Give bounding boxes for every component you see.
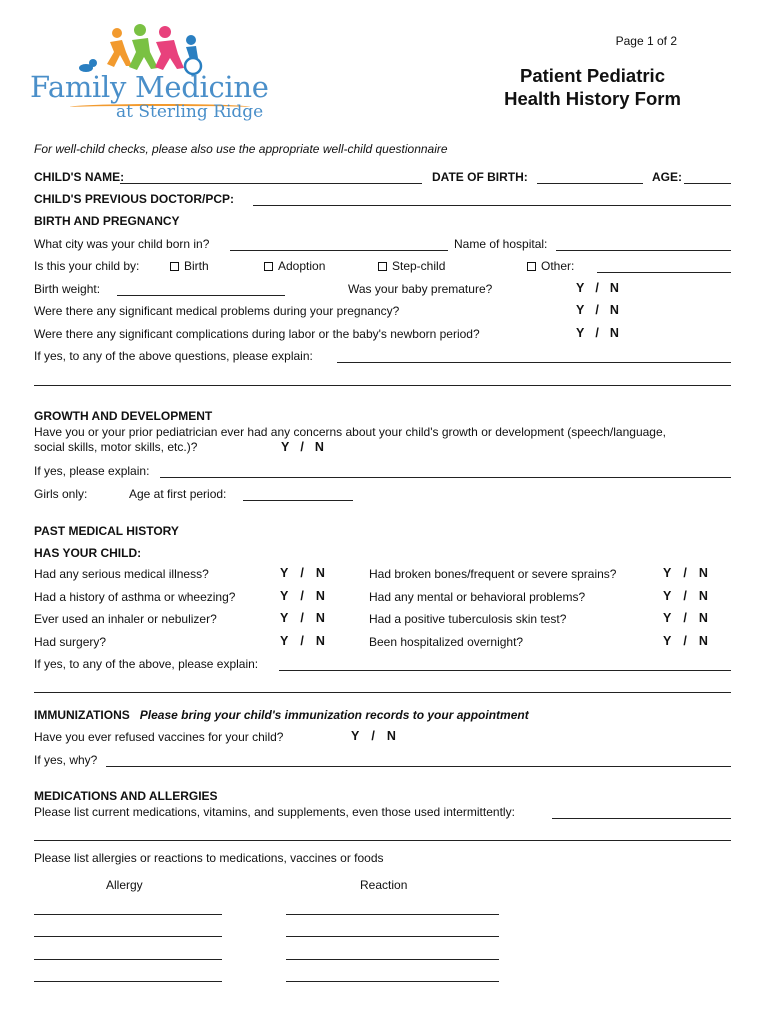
dob-label: DATE OF BIRTH: bbox=[432, 170, 528, 184]
reaction-field-1[interactable] bbox=[286, 914, 499, 915]
growth-explain-label: If yes, please explain: bbox=[34, 464, 150, 478]
no-option[interactable]: N bbox=[609, 303, 619, 317]
option-other[interactable] bbox=[527, 259, 574, 273]
girls-only-label: Girls only: bbox=[34, 487, 88, 501]
age-label: AGE: bbox=[652, 170, 682, 184]
birth-explain-field-2[interactable] bbox=[34, 385, 731, 386]
birth-city-field[interactable] bbox=[230, 250, 448, 251]
refused-vaccines-question: Have you ever refused vaccines for your child? bbox=[34, 730, 284, 744]
history-left-q4: Had surgery? bbox=[34, 635, 107, 649]
reaction-field-2[interactable] bbox=[286, 936, 499, 937]
yes-option[interactable]: Y bbox=[663, 589, 672, 603]
medications-field[interactable] bbox=[552, 818, 731, 819]
history-right-yn-2[interactable] bbox=[663, 589, 708, 603]
child-name-label: CHILD'S NAME: bbox=[34, 170, 125, 184]
option-birth[interactable] bbox=[170, 259, 209, 273]
allergy-field-1[interactable] bbox=[34, 914, 222, 915]
yes-option[interactable]: Y bbox=[280, 634, 289, 648]
no-option[interactable]: N bbox=[315, 589, 325, 603]
allergy-field-3[interactable] bbox=[34, 959, 222, 960]
growth-yn[interactable] bbox=[281, 440, 324, 454]
history-left-yn-1[interactable] bbox=[280, 566, 325, 580]
allergy-field-2[interactable] bbox=[34, 936, 222, 937]
no-option[interactable]: N bbox=[609, 326, 619, 340]
history-left-yn-2[interactable] bbox=[280, 589, 325, 603]
form-title-line2: Health History Form bbox=[504, 88, 681, 110]
yes-option[interactable]: Y bbox=[576, 303, 585, 317]
logo-line2: at Sterling Ridge bbox=[116, 102, 264, 122]
yn-separator: / bbox=[300, 589, 304, 603]
history-right-yn-3[interactable] bbox=[663, 611, 708, 625]
pregnancy-problems-question: Were there any significant medical problems during your pregnancy? bbox=[34, 304, 400, 318]
option-stepchild[interactable] bbox=[378, 259, 445, 273]
no-option[interactable]: N bbox=[698, 589, 708, 603]
yn-separator: / bbox=[300, 634, 304, 648]
child-type-label: Is this your child by: bbox=[34, 259, 140, 273]
history-left-yn-4[interactable] bbox=[280, 634, 325, 648]
yes-option[interactable]: Y bbox=[280, 566, 289, 580]
logo bbox=[30, 22, 269, 127]
age-field[interactable] bbox=[684, 183, 731, 184]
medications-label: Please list current medications, vitamins, and supplements, even those used intermittently: bbox=[34, 805, 515, 819]
yes-option[interactable]: Y bbox=[281, 440, 290, 454]
yn-separator: / bbox=[683, 634, 687, 648]
yn-separator: / bbox=[300, 611, 304, 625]
premature-question: Was your baby premature? bbox=[348, 282, 493, 296]
yes-option[interactable]: Y bbox=[280, 589, 289, 603]
yes-option[interactable]: Y bbox=[663, 611, 672, 625]
yn-separator: / bbox=[300, 440, 304, 454]
no-option[interactable]: N bbox=[315, 634, 325, 648]
form-title-line1: Patient Pediatric bbox=[520, 65, 665, 86]
premature-yn[interactable] bbox=[576, 281, 619, 295]
growth-question-line2: social skills, motor skills, etc.)? bbox=[34, 440, 198, 454]
why-label: If yes, why? bbox=[34, 753, 98, 767]
yes-option[interactable]: Y bbox=[280, 611, 289, 625]
history-left-q2: Had a history of asthma or wheezing? bbox=[34, 590, 236, 604]
no-option[interactable]: N bbox=[315, 611, 325, 625]
option-birth-label: Birth bbox=[184, 259, 209, 273]
hospital-field[interactable] bbox=[556, 250, 731, 251]
history-left-yn-3[interactable] bbox=[280, 611, 325, 625]
reaction-field-3[interactable] bbox=[286, 959, 499, 960]
hospital-label: Name of hospital: bbox=[454, 237, 548, 251]
no-option[interactable]: N bbox=[315, 566, 325, 580]
no-option[interactable]: N bbox=[698, 566, 708, 580]
child-name-field[interactable] bbox=[120, 183, 422, 184]
history-left-q3: Ever used an inhaler or nebulizer? bbox=[34, 612, 217, 626]
medications-field-2[interactable] bbox=[34, 840, 731, 841]
checkbox-other[interactable] bbox=[527, 262, 536, 271]
yn-separator: / bbox=[371, 729, 375, 743]
yes-option[interactable]: Y bbox=[576, 281, 585, 295]
dob-field[interactable] bbox=[537, 183, 643, 184]
option-stepchild-label: Step-child bbox=[392, 259, 446, 273]
form-title bbox=[490, 64, 695, 110]
growth-question-line1: Have you or your prior pediatrician ever had any concerns about your child's growth or development (speech/language, bbox=[34, 425, 666, 439]
labor-complications-yn[interactable] bbox=[576, 326, 619, 340]
immunizations-heading: IMMUNIZATIONS bbox=[34, 708, 130, 722]
checkbox-adoption[interactable] bbox=[264, 262, 273, 271]
growth-explain-field[interactable] bbox=[160, 477, 731, 478]
history-right-yn-1[interactable] bbox=[663, 566, 708, 580]
prev-doctor-field[interactable] bbox=[253, 205, 731, 206]
history-explain-label: If yes, to any of the above, please explain: bbox=[34, 657, 259, 671]
option-other-label: Other: bbox=[541, 259, 575, 273]
option-adoption[interactable] bbox=[264, 259, 325, 273]
no-option[interactable]: N bbox=[698, 611, 708, 625]
yn-separator: / bbox=[683, 589, 687, 603]
option-adoption-label: Adoption bbox=[278, 259, 326, 273]
intro-note: For well-child checks, please also use the appropriate well-child questionnaire bbox=[34, 142, 448, 156]
history-left-q1: Had any serious medical illness? bbox=[34, 567, 209, 581]
history-subheading: HAS YOUR CHILD: bbox=[34, 546, 142, 560]
history-explain-field[interactable] bbox=[279, 670, 731, 671]
allergy-field-4[interactable] bbox=[34, 981, 222, 982]
why-field[interactable] bbox=[106, 766, 731, 767]
birth-heading: BIRTH AND PREGNANCY bbox=[34, 214, 180, 228]
history-right-q4: Been hospitalized overnight? bbox=[369, 635, 524, 649]
yes-option[interactable]: Y bbox=[576, 326, 585, 340]
yn-separator: / bbox=[683, 566, 687, 580]
history-right-q1: Had broken bones/frequent or severe sprains? bbox=[369, 567, 617, 581]
birth-explain-label: If yes, to any of the above questions, please explain: bbox=[34, 349, 313, 363]
reaction-column-header: Reaction bbox=[360, 878, 408, 892]
yn-separator: / bbox=[595, 303, 599, 317]
checkbox-birth[interactable] bbox=[170, 262, 179, 271]
first-period-label: Age at first period: bbox=[129, 487, 227, 501]
pregnancy-problems-yn[interactable] bbox=[576, 303, 619, 317]
yes-option[interactable]: Y bbox=[663, 634, 672, 648]
allergies-label: Please list allergies or reactions to medications, vaccines or foods bbox=[34, 851, 384, 865]
refused-vaccines-yn[interactable] bbox=[351, 729, 396, 743]
yn-separator: / bbox=[595, 281, 599, 295]
birth-explain-field[interactable] bbox=[337, 362, 731, 363]
yn-separator: / bbox=[595, 326, 599, 340]
prev-doctor-label: CHILD'S PREVIOUS DOCTOR/PCP: bbox=[34, 192, 234, 206]
history-heading: PAST MEDICAL HISTORY bbox=[34, 524, 179, 538]
birth-city-label: What city was your child born in? bbox=[34, 237, 210, 251]
no-option[interactable]: N bbox=[386, 729, 396, 743]
no-option[interactable]: N bbox=[609, 281, 619, 295]
yes-option[interactable]: Y bbox=[663, 566, 672, 580]
history-explain-field-2[interactable] bbox=[34, 692, 731, 693]
no-option[interactable]: N bbox=[698, 634, 708, 648]
yn-separator: / bbox=[683, 611, 687, 625]
immunizations-heading-row bbox=[34, 708, 529, 722]
logo-line1: Family Medicine bbox=[30, 70, 269, 104]
history-right-yn-4[interactable] bbox=[663, 634, 708, 648]
history-right-q3: Had a positive tuberculosis skin test? bbox=[369, 612, 567, 626]
medications-heading: MEDICATIONS AND ALLERGIES bbox=[34, 789, 218, 803]
immunizations-note: Please bring your child's immunization records to your appointment bbox=[139, 708, 529, 722]
page-number: Page 1 of 2 bbox=[615, 34, 677, 48]
yn-separator: / bbox=[300, 566, 304, 580]
checkbox-stepchild[interactable] bbox=[378, 262, 387, 271]
birth-weight-label: Birth weight: bbox=[34, 282, 101, 296]
allergy-column-header: Allergy bbox=[106, 878, 143, 892]
first-period-field[interactable] bbox=[243, 500, 353, 501]
growth-heading: GROWTH AND DEVELOPMENT bbox=[34, 409, 213, 423]
labor-complications-question: Were there any significant complications during labor or the baby's newborn period? bbox=[34, 327, 480, 341]
birth-weight-field[interactable] bbox=[117, 295, 285, 296]
reaction-field-4[interactable] bbox=[286, 981, 499, 982]
other-field[interactable] bbox=[597, 272, 731, 273]
no-option[interactable]: N bbox=[314, 440, 324, 454]
history-right-q2: Had any mental or behavioral problems? bbox=[369, 590, 586, 604]
yes-option[interactable]: Y bbox=[351, 729, 360, 743]
